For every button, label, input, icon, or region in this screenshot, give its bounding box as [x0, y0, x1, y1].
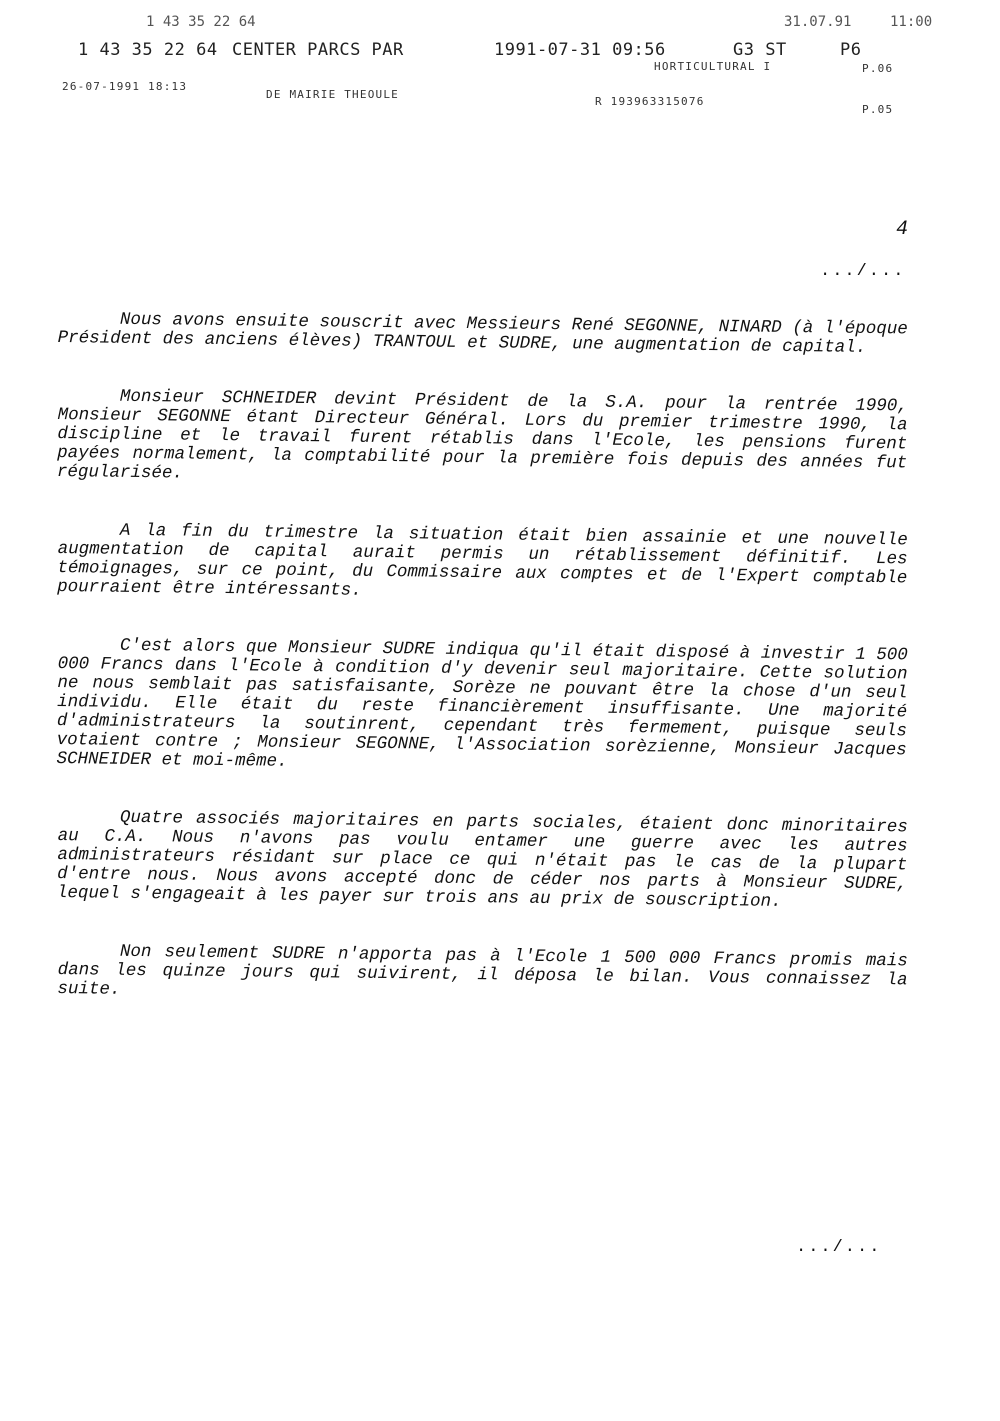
- paragraph-3: A la fin du trimestre la situation était bien assainie et une nouvelle augmentation de capital aurait permis un rétablissement définitif. Les témoignages, sur ce point, du Commissaire aux comptes et de l'Expert comptable pourraient être intéressants.: [57, 520, 908, 601]
- second-line-sender: DE MAIRIE THEOULE: [266, 88, 399, 101]
- fax-line-sender: CENTER PARCS PAR: [232, 40, 404, 60]
- fax-line-datetime: 1991-07-31 09:56: [494, 40, 666, 60]
- paragraph-6: Non seulement SUDRE n'apporta pas à l'Ecole 1 500 000 Francs promis mais dans les quinze jours qui suivirent, il déposa le bilan. Vous connaissez la suite.: [57, 941, 908, 1000]
- overlay-horticultural: HORTICULTURAL I: [654, 60, 772, 73]
- paragraph-5: Quatre associés majoritaires en parts sociales, étaient donc minoritaires au C.A. Nous n'avons pas voulu entamer une guerre avec les autres administrateurs résidant sur place ce qui n'était pas le cas de la plupart d'entre nous. Nous avons accepté donc de céder nos parts à Monsieur SUDRE, lequel s'engageait à les payer sur trois ans au prix de souscription.: [56, 807, 908, 912]
- top-right-date: 31.07.91: [784, 14, 852, 30]
- continuation-bottom: .../...: [796, 1238, 882, 1257]
- second-line-number: R 193963315076: [595, 95, 705, 108]
- paragraph-2: Monsieur SCHNEIDER devint Président de la S.A. pour la rentrée 1990, Monsieur SEGONNE étant Directeur Général. Lors du premier trimestre 1990, la discipline et le travail furent rétablis dans l'Ecole, les pensions furent payées normalement, la comptabilité pour la première fois depuis des années fut régularisée.: [56, 386, 908, 484]
- second-line-page: P.05: [862, 103, 894, 116]
- letter-body: [58, 310, 908, 999]
- top-right-time: 11:00: [890, 14, 933, 30]
- second-line-datetime: 26-07-1991 18:13: [62, 80, 188, 93]
- fax-line-number: 1 43 35 22 64: [78, 40, 218, 60]
- fax-line-page: P6: [840, 40, 862, 60]
- page-number: 4: [896, 218, 909, 241]
- paragraph-4: C'est alors que Monsieur SUDRE indiqua qu'il était disposé à investir 1 500 000 Francs dans l'Ecole à condition d'y devenir seul majoritaire. Cette solution ne nous semblait pas satisfaisante, Sorèze ne pouvant être la chose d'un seul individu. Elle était du reste financièrement insuffisante. Une majorité d'administrateurs la soutinrent, cependant très fermement, puisque seuls votaient contre ; Monsieur SEGONNE, l'Association sorèzienne, Monsieur Jacques SCHNEIDER et moi-même.: [56, 635, 908, 772]
- continuation-top: .../...: [820, 262, 906, 281]
- fax-line-station: G3 ST: [733, 40, 787, 60]
- top-left-fax-number: 1 43 35 22 64: [146, 14, 256, 30]
- overlay-page-a: P.06: [862, 62, 894, 75]
- paragraph-1: Nous avons ensuite souscrit avec Messieurs René SEGONNE, NINARD (à l'époque Président des anciens élèves) TRANTOUL et SUDRE, une augmentation de capital.: [57, 309, 908, 358]
